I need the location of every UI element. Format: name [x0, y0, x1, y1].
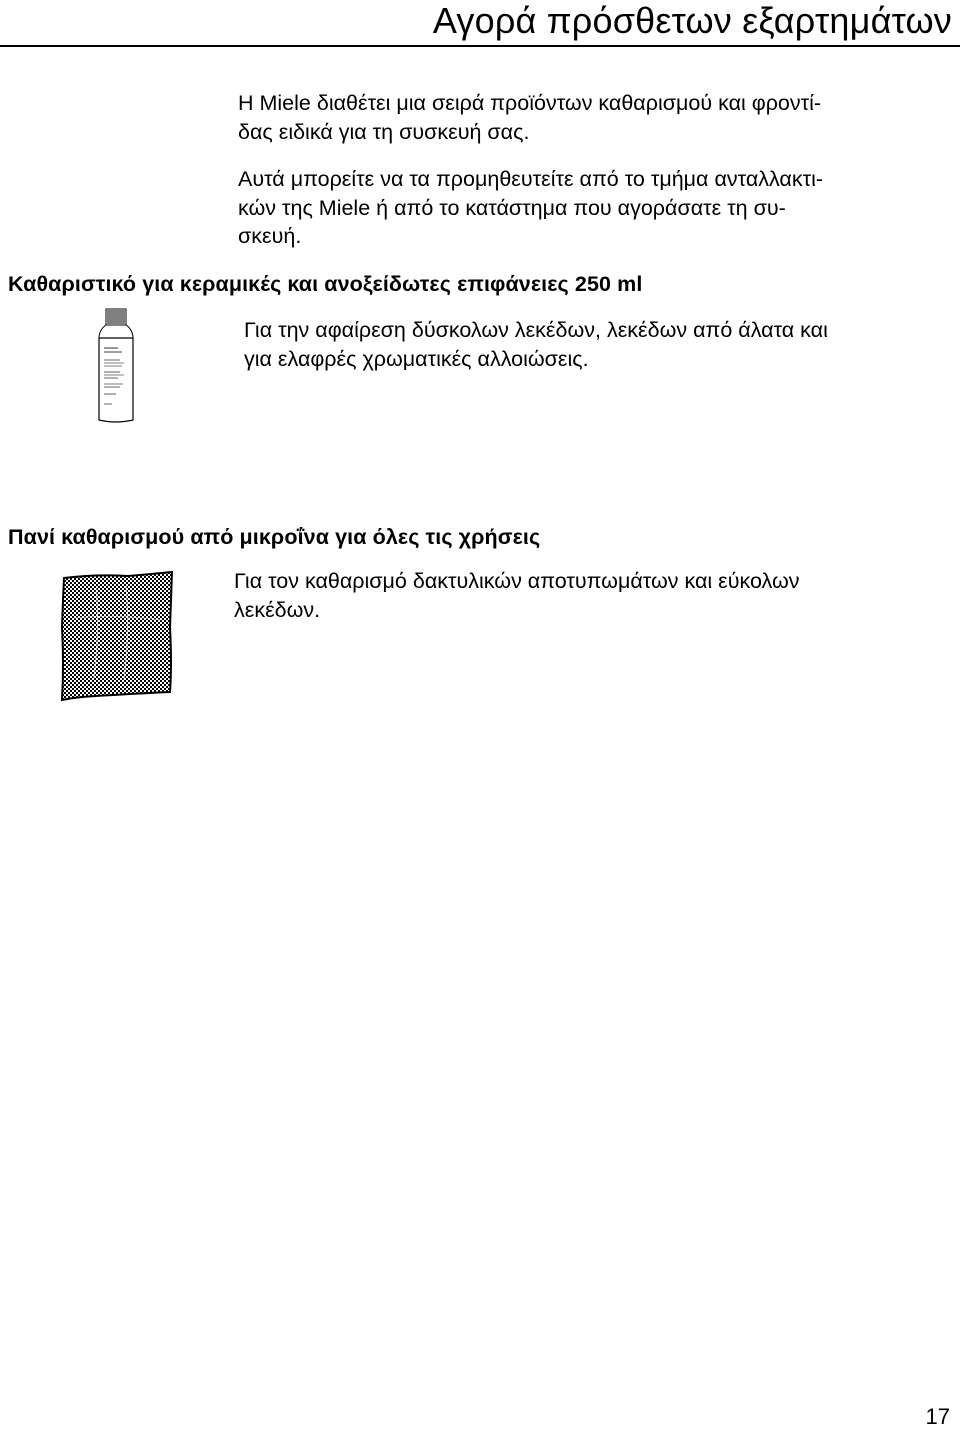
product-description-cloth [234, 567, 946, 624]
product-heading-cloth: Πανί καθαρισμού από μικροΐνα για όλες τις χρήσεις [8, 525, 541, 549]
intro-paragraph-2 [238, 165, 950, 251]
product-heading-cleaner: Καθαριστικό για κεραμικές και ανοξείδωτες επιφάνειες 250 ml [8, 272, 643, 296]
cleaner-bottle-icon [96, 308, 136, 426]
product-description-cleaner [244, 316, 956, 373]
page-number: 17 [925, 1404, 950, 1429]
intro-paragraph-1-line-1: Η Miele διαθέτει μια σειρά προϊόντων καθαρισμού και φροντί- [238, 91, 822, 115]
page-title: Αγορά πρόσθετων εξαρτημάτων [432, 0, 952, 41]
intro-paragraph-1-line-2: δας ειδικά για τη συσκευή σας. [238, 119, 530, 144]
title-divider [0, 45, 960, 47]
microfiber-cloth-icon [56, 568, 176, 704]
product-description-cloth-line-2: λεκέδων. [234, 597, 321, 622]
intro-paragraph-2-line-2: κών της Miele ή από το κατάστημα που αγοράσατε τη συ- [238, 195, 786, 220]
intro-paragraph-2-line-1: Αυτά μπορείτε να τα προμηθευτείτε από το τμήμα ανταλλακτι- [238, 167, 824, 191]
product-description-cleaner-line-1: Για την αφαίρεση δύσκολων λεκέδων, λεκέδων από άλατα και [244, 318, 828, 342]
intro-paragraph-2-line-3: σκευή. [238, 224, 302, 248]
intro-paragraph-1 [238, 89, 950, 146]
product-description-cloth-line-1: Για τον καθαρισμό δακτυλικών αποτυπωμάτων και εύκολων [234, 569, 800, 593]
product-description-cleaner-line-2: για ελαφρές χρωματικές αλλοιώσεις. [244, 346, 589, 371]
